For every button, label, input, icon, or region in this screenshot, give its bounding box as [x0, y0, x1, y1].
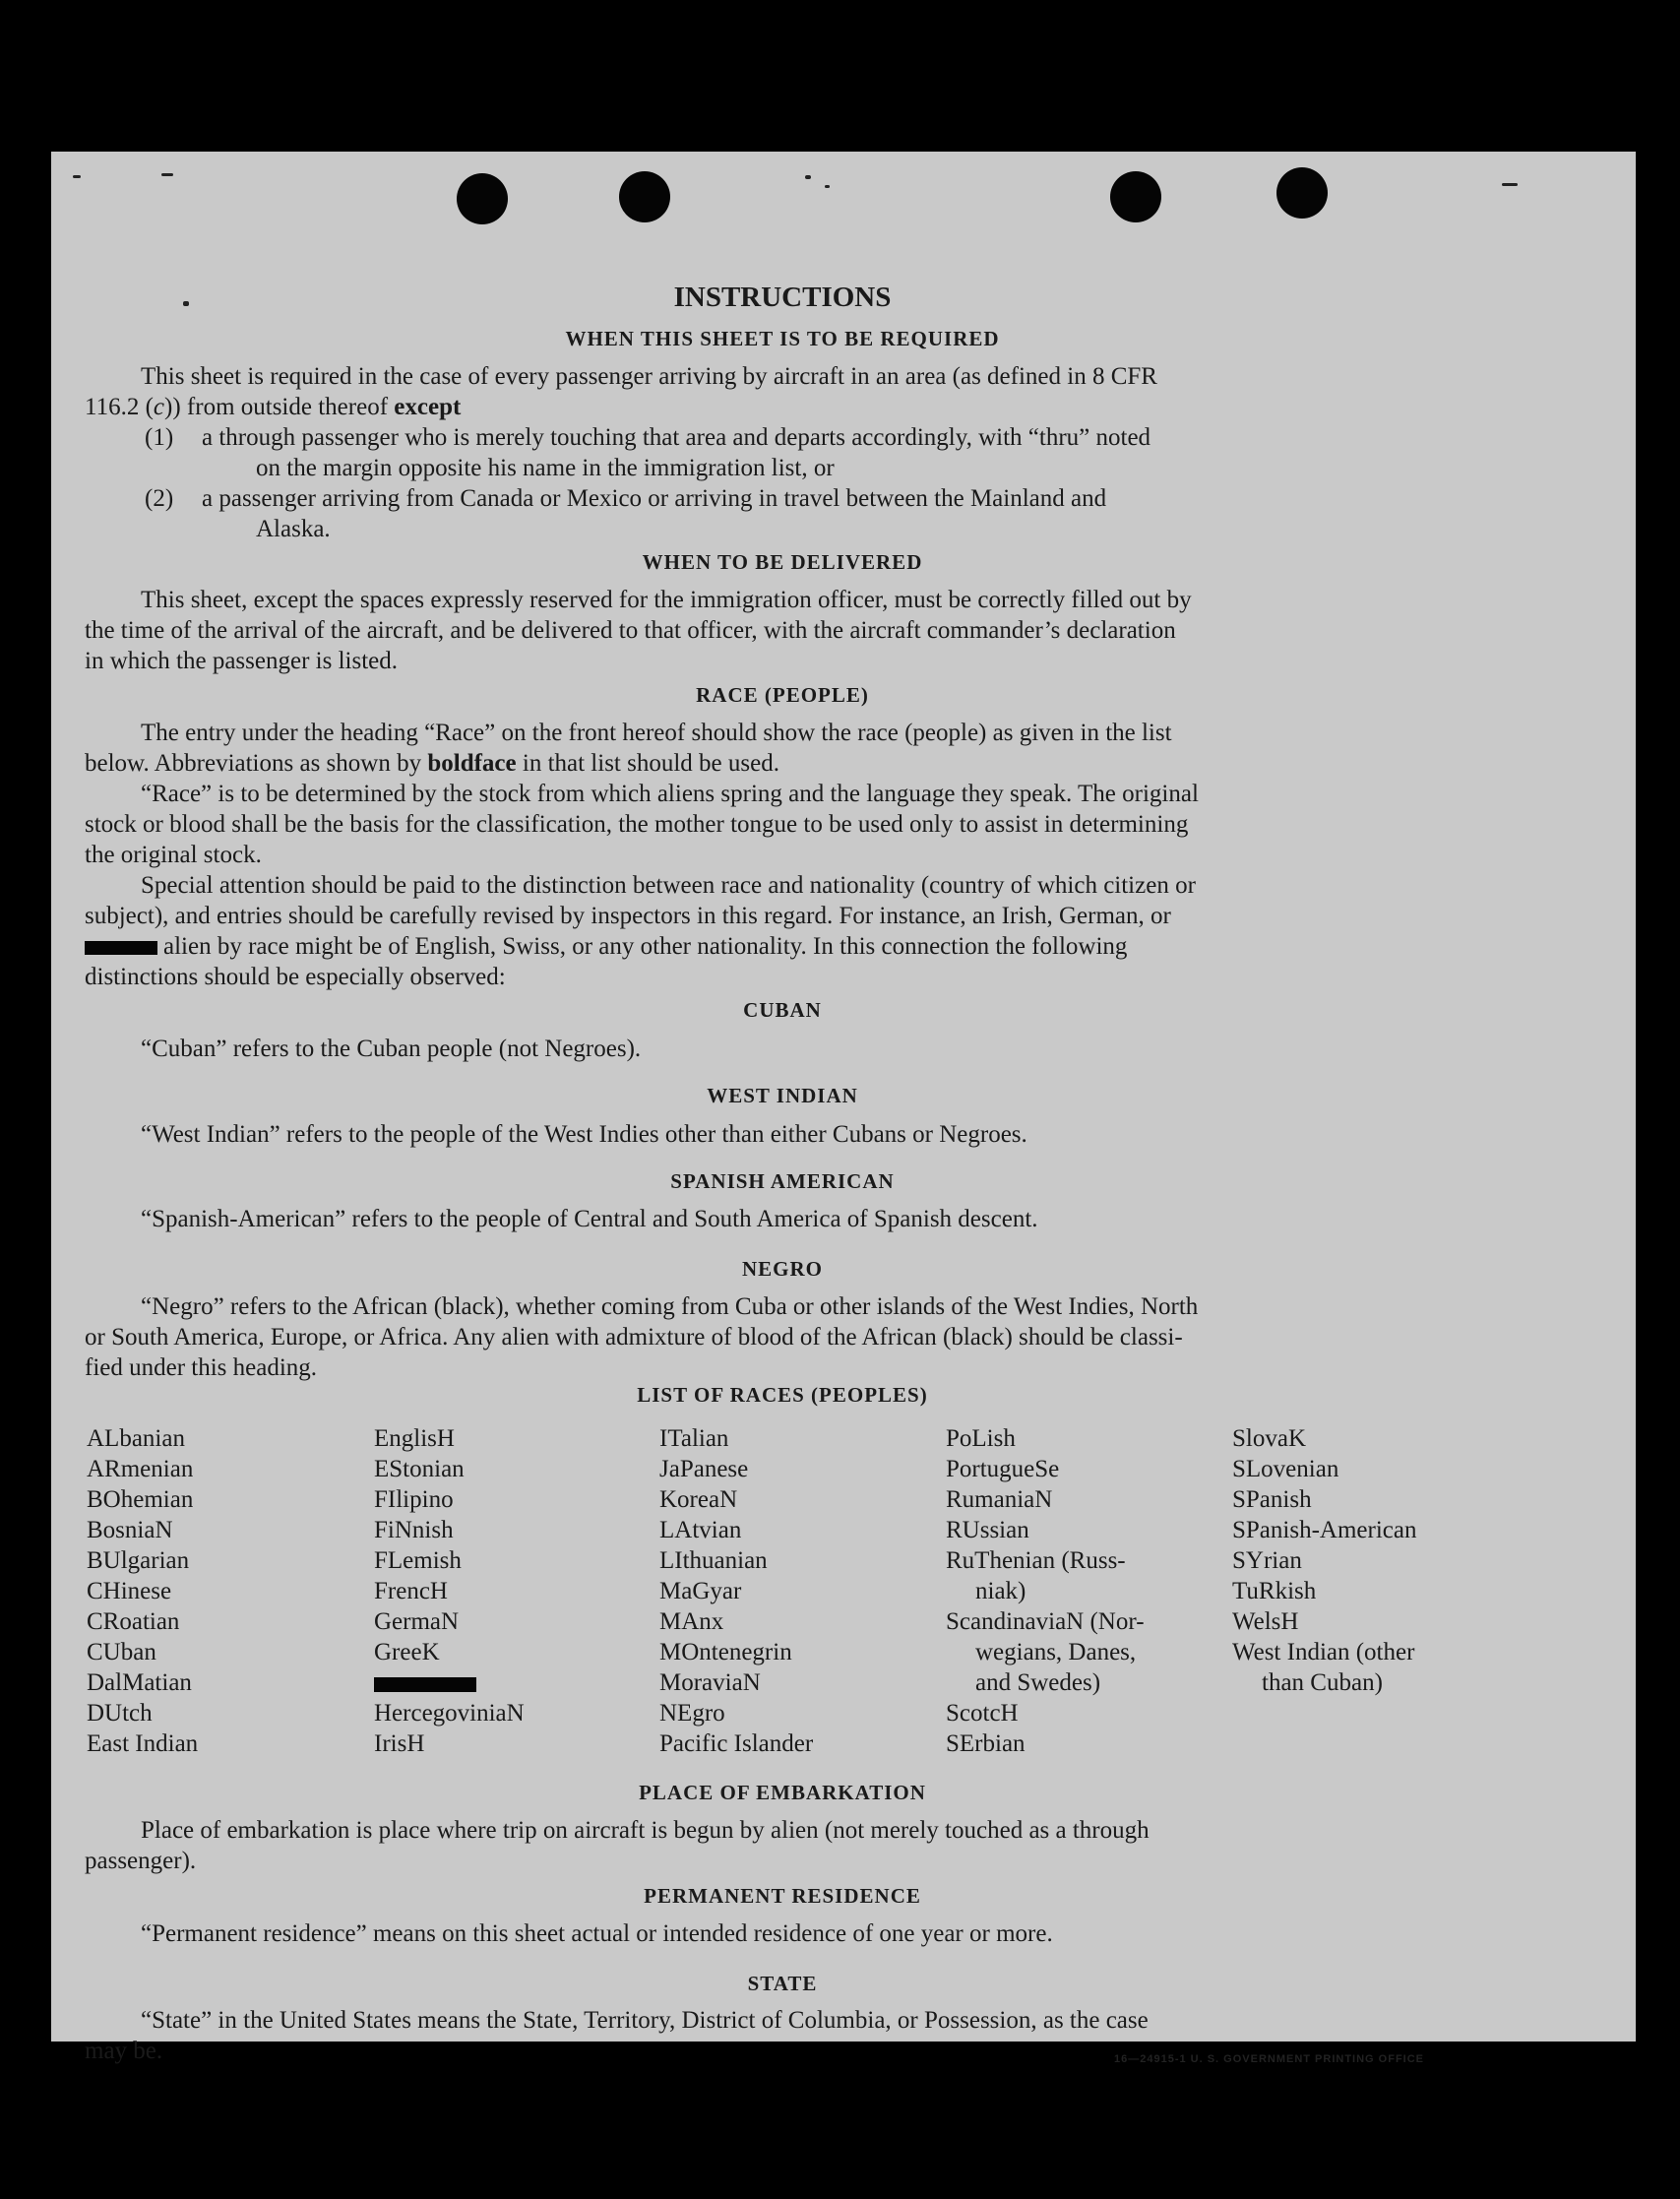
printer-imprint: 16—24915-1 U. S. GOVERNMENT PRINTING OFFICE	[1114, 2053, 1425, 2065]
race-item: SPanish	[1232, 1486, 1312, 1513]
punch-hole	[1276, 167, 1328, 219]
race-item: PoLish	[946, 1425, 1016, 1452]
text-line: may be.	[85, 2038, 163, 2064]
text-line: The entry under the heading “Race” on the front hereof should show the race (people) as given in the list	[141, 720, 1172, 746]
heading-when-delivered: WHEN TO BE DELIVERED	[642, 550, 923, 574]
race-item: MOntenegrin	[659, 1639, 792, 1665]
race-column-4	[946, 1423, 1145, 1759]
race-item: FiNnish	[374, 1517, 454, 1543]
redaction-mark	[85, 941, 157, 955]
race-item: MaGyar	[659, 1578, 742, 1604]
race-item: CHinese	[87, 1578, 172, 1604]
race-item: ITalian	[659, 1425, 729, 1452]
race-item: DalMatian	[87, 1669, 192, 1696]
race-item: ScotcH	[946, 1700, 1019, 1727]
spanish-american-text: “Spanish-American” refers to the people of Central and South America of Spanish descent.	[141, 1206, 1038, 1232]
race-item: RUssian	[946, 1517, 1029, 1543]
race-item: than Cuban)	[1262, 1669, 1383, 1696]
race-item: FLemish	[374, 1547, 462, 1574]
item-number: (2)	[145, 485, 174, 512]
text-line: “Race” is to be determined by the stock from which aliens spring and the language they speak. The original	[141, 781, 1199, 807]
text-line	[85, 748, 1480, 779]
text-line: distinctions should be especially observed:	[85, 964, 506, 990]
race-item: EStonian	[374, 1456, 465, 1482]
race-item: GreeK	[374, 1639, 440, 1665]
race-item: Pacific Islander	[659, 1730, 814, 1757]
paper-speck	[805, 175, 811, 179]
required-intro	[85, 361, 1480, 422]
race-group	[374, 1423, 525, 1667]
race-column-5	[1232, 1423, 1416, 1698]
text-span: except	[394, 394, 462, 420]
race-item: SYrian	[1232, 1547, 1302, 1574]
race-item: SPanish-American	[1232, 1517, 1417, 1543]
text-line: This sheet, except the spaces expressly reserved for the immigration officer, must be correctly filled out by	[141, 587, 1192, 613]
text-line	[85, 931, 1480, 962]
text-line: “State” in the United States means the State, Territory, District of Columbia, or Possession, as the case	[141, 2007, 1149, 2034]
race-item: and Swedes)	[975, 1669, 1101, 1696]
text-span: alien by race might be of English, Swiss, or any other nationality. In this connection the following	[163, 933, 1128, 960]
heading-spanish-american: SPANISH AMERICAN	[670, 1169, 895, 1193]
redaction-mark	[374, 1677, 476, 1692]
text-span: in that list should be used.	[522, 750, 779, 777]
text-line: on the margin opposite his name in the immigration list, or	[256, 455, 835, 481]
paper-speck	[161, 173, 173, 176]
embarkation-paragraph	[85, 1815, 1480, 1876]
race-paragraphs	[85, 718, 1480, 992]
punch-hole	[619, 171, 670, 222]
text-line: fied under this heading.	[85, 1354, 318, 1381]
race-item: RumaniaN	[946, 1486, 1053, 1513]
race-item: ARmenian	[87, 1456, 194, 1482]
heading-when-required: WHEN THIS SHEET IS TO BE REQUIRED	[565, 327, 1000, 350]
race-item: wegians, Danes,	[975, 1639, 1137, 1665]
race-item: KoreaN	[659, 1486, 738, 1513]
text-line	[85, 392, 1480, 422]
item-number: (1)	[145, 424, 174, 451]
race-item: SlovaK	[1232, 1425, 1306, 1452]
text-line: the time of the arrival of the aircraft, and be delivered to that officer, with the aircraft commander’s declaration	[85, 617, 1176, 644]
heading-negro: NEGRO	[741, 1257, 823, 1281]
text-line: a passenger arriving from Canada or Mexico or arriving in travel between the Mainland and	[202, 485, 1107, 512]
required-item-2	[145, 483, 1481, 544]
text-line: or South America, Europe, or Africa. Any alien with admixture of blood of the African (black) should be classi-	[85, 1324, 1183, 1351]
text-line: “Negro” refers to the African (black), whether coming from Cuba or other islands of the West Indies, North	[141, 1293, 1199, 1320]
text-span: boldface	[427, 750, 517, 777]
race-item: FIlipino	[374, 1486, 454, 1513]
race-column-1	[87, 1423, 198, 1759]
text-line: stock or blood shall be the basis for the classification, the mother tongue to be used only to assist in determining	[85, 811, 1189, 838]
negro-paragraph	[85, 1291, 1480, 1383]
heading-permanent-residence: PERMANENT RESIDENCE	[644, 1884, 921, 1908]
text-line: subject), and entries should be carefully revised by inspectors in this regard. For instance, an Irish, German, or	[85, 903, 1171, 929]
race-item: SErbian	[946, 1730, 1026, 1757]
race-item: ScandinaviaN (Nor-	[946, 1608, 1145, 1635]
text-span: 116.2 (	[85, 394, 154, 420]
text-span: )) from outside thereof	[164, 394, 389, 420]
west-indian-text: “West Indian” refers to the people of the West Indies other than either Cubans or Negroes.	[141, 1121, 1027, 1148]
race-item: PortugueSe	[946, 1456, 1060, 1482]
race-item: West Indian (other	[1232, 1639, 1415, 1665]
paper-speck	[825, 185, 830, 188]
punch-hole	[457, 173, 508, 224]
text-line: a through passenger who is merely touching that area and departs accordingly, with “thru” noted	[202, 424, 1151, 451]
residence-text: “Permanent residence” means on this sheet actual or intended residence of one year or more.	[141, 1920, 1053, 1947]
race-item: SLovenian	[1232, 1456, 1339, 1482]
race-item: RuThenian (Russ-	[946, 1547, 1126, 1574]
race-item: EnglisH	[374, 1425, 455, 1452]
race-item: niak)	[975, 1578, 1027, 1604]
race-item: BOhemian	[87, 1486, 194, 1513]
text-line: in which the passenger is listed.	[85, 648, 398, 674]
race-item: TuRkish	[1232, 1578, 1317, 1604]
race-group	[374, 1698, 525, 1759]
required-item-1	[145, 422, 1481, 483]
race-item: MoraviaN	[659, 1669, 761, 1696]
text-line: Alaska.	[256, 516, 331, 542]
race-item: NEgro	[659, 1700, 725, 1727]
race-column-3	[659, 1423, 813, 1759]
text-span: below. Abbreviations as shown by	[85, 750, 422, 777]
race-item: FrencH	[374, 1578, 448, 1604]
text-line: passenger).	[85, 1848, 197, 1874]
text-line: This sheet is required in the case of every passenger arriving by aircraft in an area (as defined in 8 CFR	[141, 363, 1157, 390]
text-span: c	[153, 394, 165, 420]
race-item: IrisH	[374, 1730, 425, 1757]
delivered-paragraph	[85, 585, 1480, 676]
race-item: BUlgarian	[87, 1547, 190, 1574]
text-line: the original stock.	[85, 842, 262, 868]
text-line: Special attention should be paid to the distinction between race and nationality (country of which citizen or	[141, 872, 1196, 899]
race-item: ALbanian	[87, 1425, 185, 1452]
race-item: LAtvian	[659, 1517, 742, 1543]
race-item-redacted	[374, 1667, 525, 1698]
punch-hole	[1110, 171, 1161, 222]
race-column-2	[374, 1423, 525, 1759]
text-line: Place of embarkation is place where trip on aircraft is begun by alien (not merely touched as a through	[141, 1817, 1150, 1844]
race-item: MAnx	[659, 1608, 724, 1635]
race-item: WelsH	[1232, 1608, 1299, 1635]
cuban-text: “Cuban” refers to the Cuban people (not Negroes).	[141, 1036, 642, 1062]
page-title: INSTRUCTIONS	[673, 282, 892, 313]
heading-cuban: CUBAN	[743, 998, 822, 1022]
race-item: GermaN	[374, 1608, 460, 1635]
race-item: HercegoviniaN	[374, 1700, 525, 1727]
race-item: BosniaN	[87, 1517, 173, 1543]
race-item: CUban	[87, 1639, 156, 1665]
paper-speck	[73, 175, 81, 178]
heading-state: STATE	[747, 1972, 818, 1995]
race-item: DUtch	[87, 1700, 153, 1727]
heading-west-indian: WEST INDIAN	[707, 1084, 858, 1107]
paper-speck	[1502, 183, 1518, 186]
race-item: CRoatian	[87, 1608, 180, 1635]
heading-race: RACE (PEOPLE)	[696, 683, 869, 707]
heading-embarkation: PLACE OF EMBARKATION	[639, 1781, 926, 1804]
race-item: LIthuanian	[659, 1547, 768, 1574]
race-item: East Indian	[87, 1730, 199, 1757]
heading-list-of-races: LIST OF RACES (PEOPLES)	[637, 1383, 928, 1407]
race-item: JaPanese	[659, 1456, 749, 1482]
